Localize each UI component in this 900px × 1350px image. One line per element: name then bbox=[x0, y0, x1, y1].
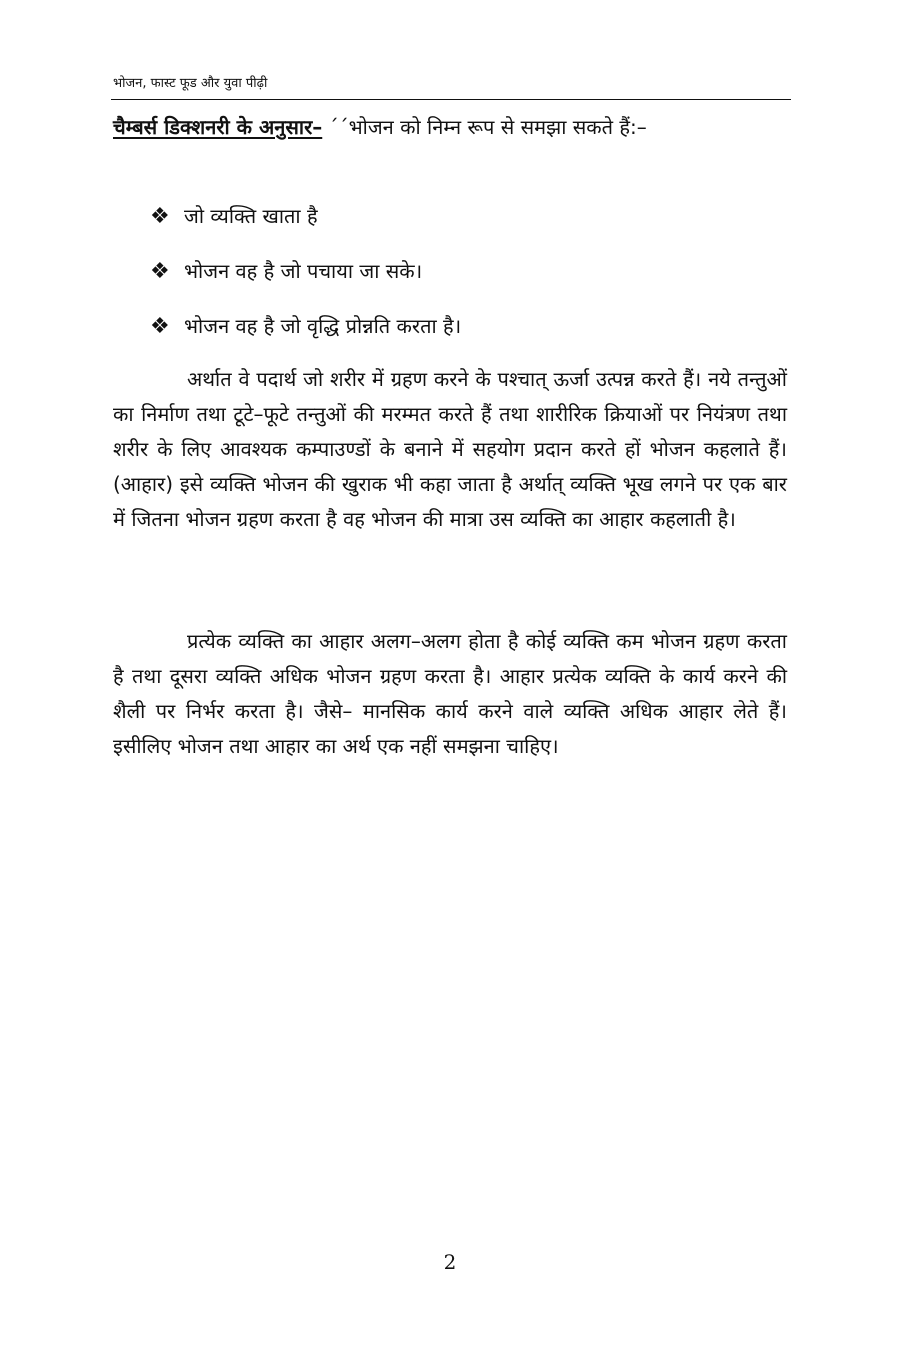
list-item bbox=[150, 251, 461, 306]
body-paragraph bbox=[113, 624, 787, 764]
list-item-text: भोजन वह है जो पचाया जा सके। bbox=[184, 259, 423, 283]
list-item bbox=[150, 196, 461, 251]
page-number: 2 bbox=[443, 1250, 457, 1274]
list-item-text: जो व्यक्ति खाता है bbox=[184, 204, 318, 228]
diamond-bullet-icon: ❖ bbox=[150, 314, 170, 339]
running-header: भोजन, फास्ट फूड और युवा पीढ़ी bbox=[113, 76, 268, 91]
diamond-bullet-icon: ❖ bbox=[150, 259, 170, 284]
header-divider bbox=[111, 99, 791, 100]
paragraph-text: प्रत्येक व्यक्ति का आहार अलग–अलग होता है कोई व्यक्ति कम भोजन ग्रहण करता है तथा दूसरा व्यक्ति अधिक भोजन ग्रहण करता है। आहार प्रत्येक व्यक्ति के कार्य करने की शैली पर निर्भर करता है। जैसे– मानसिक कार्य करने वाले व्यक्ति अधिक आहार लेते हैं। इसीलिए भोजन तथा आहार का अर्थ एक नहीं समझना चाहिए। bbox=[113, 629, 787, 758]
paragraph-text: अर्थात वे पदार्थ जो शरीर में ग्रहण करने के पश्चात् ऊर्जा उत्पन्न करते हैं। नये तन्तुओं का निर्माण तथा टूटे–फूटे तन्तुओं की मरम्मत करते हैं तथा शारीरिक क्रियाओं पर नियंत्रण तथा शरीर के लिए आवश्यक कम्पाउण्डों के बनाने में सहयोग प्रदान करते हों भोजन कहलाते हैं। (आहार) इसे व्यक्ति भोजन की खुराक भी कहा जाता है अर्थात् व्यक्ति भूख लगने पर एक बार में जितना भोजन ग्रहण करता है वह भोजन की मात्रा उस व्यक्ति का आहार कहलाती है। bbox=[113, 367, 787, 531]
body-paragraph bbox=[113, 362, 787, 537]
bullet-list bbox=[150, 196, 461, 361]
intro-lead-heading: चैम्बर्स डिक्शनरी के अनुसार– bbox=[113, 115, 323, 139]
list-item bbox=[150, 306, 461, 361]
diamond-bullet-icon: ❖ bbox=[150, 204, 170, 229]
intro-text: ´´भोजन को निम्न रूप से समझा सकते हैं:– bbox=[322, 115, 647, 139]
list-item-text: भोजन वह है जो वृद्धि प्रोन्नति करता है। bbox=[184, 314, 462, 338]
intro-paragraph bbox=[113, 110, 787, 145]
